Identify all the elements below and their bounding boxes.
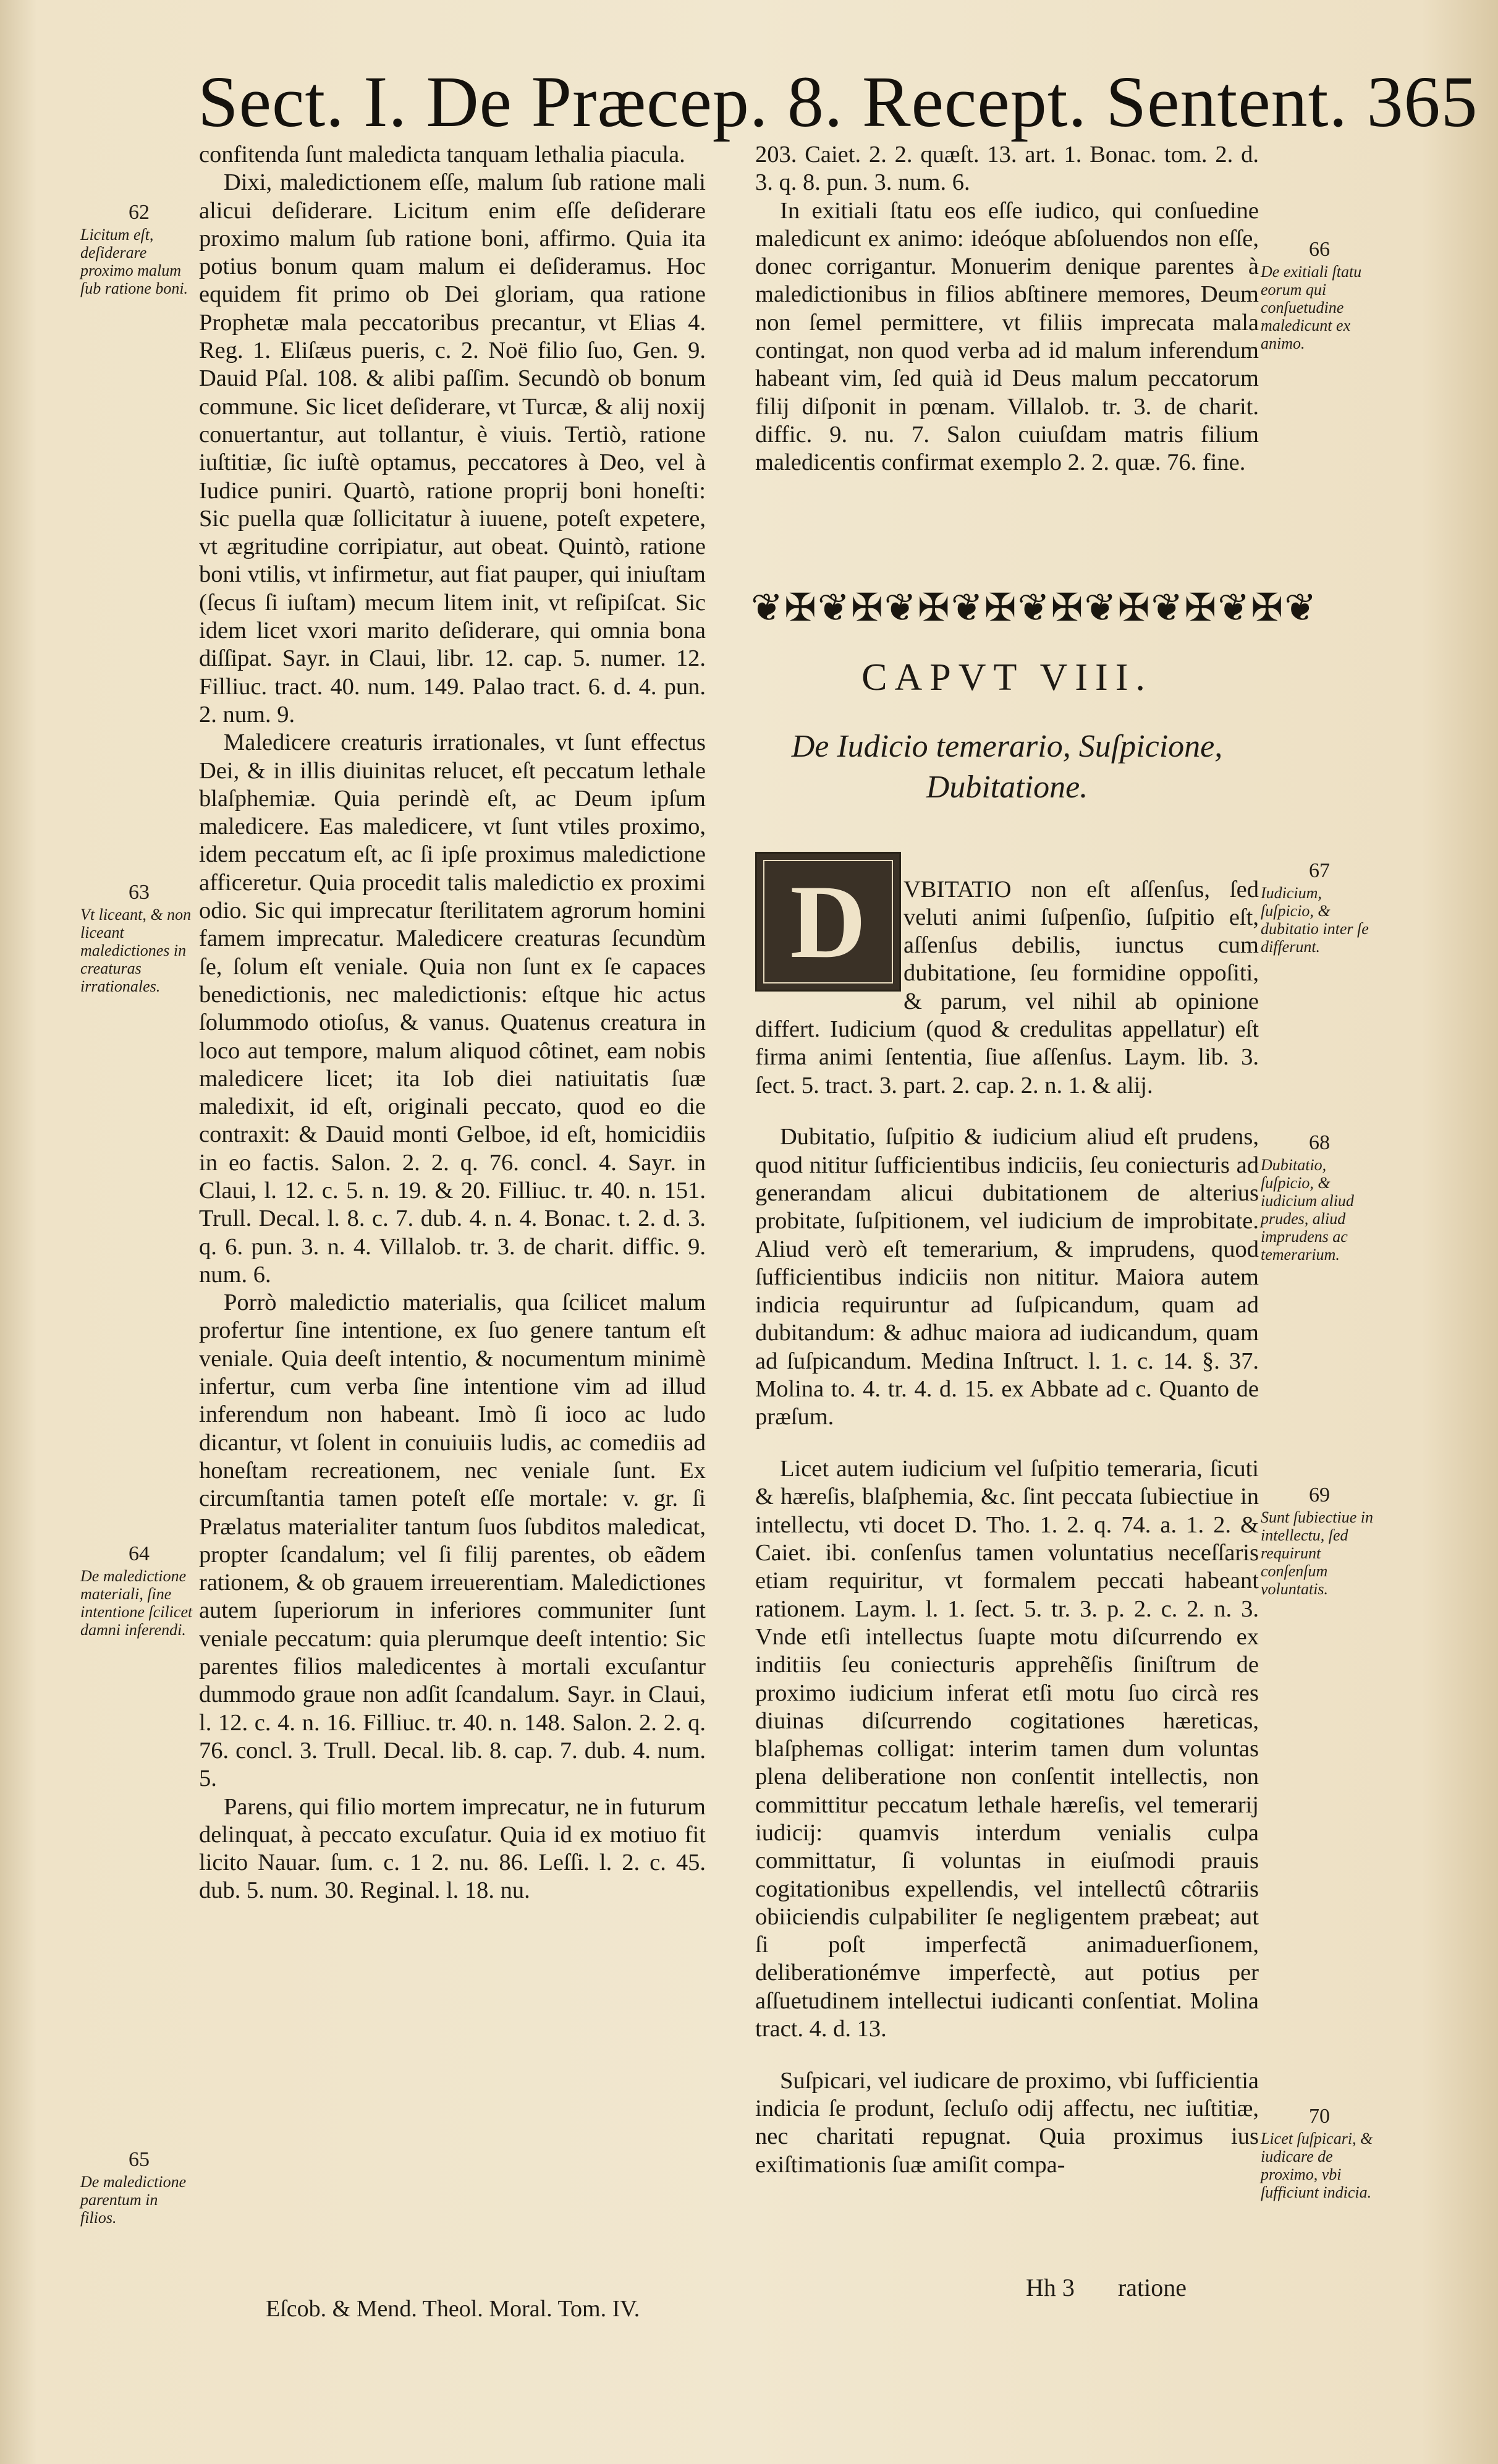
margin-note <box>1261 859 1378 956</box>
margin-note-text: Iudicium, ſuſpicio, & dubitatio inter ſe differunt. <box>1261 884 1369 956</box>
margin-note-number: 64 <box>129 1542 150 1565</box>
paragraph: Parens, qui filio mortem imprecatur, ne in futurum delinquat, à peccato excuſatur. Quia id ex motiuo fit licito Nauar. ſum. c. 1 2. nu. 86. Leſſi. l. 2. c. 45. dub. 5. num. 30. Reginal. l. 18. nu. <box>199 1793 706 1904</box>
signature-mark: Hh 3 <box>1026 2274 1075 2301</box>
margin-note <box>1261 1484 1378 1598</box>
paragraph: Dixi, maledictionem eſſe, malum ſub ratione mali alicui deſiderare. Licitum enim eſſe deſiderare proximo malum ſub ratione boni, affirmo. Quia ita potius bonum quam malum ei deſideramus. Hoc equidem fit primo ob Dei gloriam, qua ratione Prophetæ mala peccatoribus precantur, vt Elias 4. Reg. 1. Eliſæus pueris, c. 2. Noë filio ſuo, Gen. 9. Dauid Pſal. 108. & alibi paſſim. Secundò ob bonum commune. Sic licet deſiderare, vt Turcæ, & alij noxij conuertantur, aut tollantur, è viuis. Tertiò, ratione iuſtitiæ, ſic iuſtè optamus, peccatores à Deo, vel à Iudice puniri. Quartò, ratione proprij boni honeſti: Sic puella quæ ſollicitatur à iuuene, poteſt expetere, vt ægritudine corripiatur, aut obeat. Quintò, ratione boni vtilis, vt infirmetur, aut fiat pauper, qui iniuſtam (ſecus ſi iuſtam) mecum litem init, vt reſipiſcat. Sic idem licet vxori marito deſiderare, qui omnia bona diſſipat. Sayr. in Claui, libr. 12. cap. 5. numer. 12. Filliuc. tract. 40. num. 149. Palao tract. 6. d. 4. pun. 2. num. 9. <box>199 169 706 728</box>
paragraph: confitenda ſunt maledicta tanquam lethalia piacula. <box>199 142 685 168</box>
chapter-text <box>755 852 1259 2203</box>
margin-note <box>1261 238 1378 352</box>
paragraph: 203. Caiet. 2. 2. quæſt. 13. art. 1. Bonac. tom. 2. d. 3. q. 8. pun. 3. num. 6. <box>755 142 1259 196</box>
margin-note-text: De maledictione parentum in filios. <box>80 2173 187 2227</box>
drop-cap <box>755 852 901 992</box>
margin-note <box>1261 2105 1378 2201</box>
right-column-top <box>755 141 1259 477</box>
margin-note-text: De exitiali ſtatu eorum qui conſuetudine maledicunt ex animo. <box>1261 263 1362 352</box>
margin-note-number: 66 <box>1309 238 1330 261</box>
margin-note-text: Licitum eſt, deſiderare proximo malum ſub ratione boni. <box>80 226 188 297</box>
margin-note-number: 70 <box>1309 2105 1330 2128</box>
margin-note <box>80 2148 198 2227</box>
running-head: Sect. I. De Præcep. 8. Recept. Sentent. 365 <box>198 61 1478 142</box>
left-column <box>199 141 706 1905</box>
margin-note <box>1261 1131 1378 1264</box>
margin-note-number: 63 <box>129 881 150 904</box>
margin-note-number: 62 <box>129 201 150 224</box>
paragraph: In exitiali ſtatu eos eſſe iudico, qui conſuedine maledicunt ex animo: ideóque abſoluendos non eſſe, donec corrigantur. Monuerim denique parentes à maledictionibus in filios abſtinere memores, Deum non ſemel permittere, vt filiis imprecata mala contingat, non quod verba ad id malum inferendum habeant vim, ſed quià id Deus malum peccatorum filij diſponit in pœnam. Villalob. tr. 3. de charit. diffic. 9. nu. 7. Salon cuiuſdam matris filium maledicentis confirmat exemplo 2. 2. quæ. 76. fine. <box>755 197 1259 476</box>
paragraph: Maledicere creaturis irrationales, vt ſunt effectus Dei, & in illis diuinitas relucet, eſt peccatum lethale blaſphemiæ. Quia perindè eſt, ac Deum ipſum maledicere. Eas maledicere, vt ſunt vtiles proximo, idem peccatum eſt, ac ſi ipſe proximus maledictione afficeretur. Quia procedit talis maledictio ex proximi odio. Sic qui imprecatur ſterilitatem agrorum homini famem imprecatur. Maledicere creaturas ſecundùm ſe, ſolum eſt veniale. Quia non ſunt ex ſe capaces benedictionis, nec maledictionis: eſtque hic actus ſolummodo otioſus, & vanus. Quatenus creatura in loco aut tempore, malum aliquod côtinet, eam nobis maledicere licet; ita Iob diei natiuitatis ſuæ maledixit, id eſt, originali peccato, quod eo die contraxit: & Dauid monti Gelboe, id eſt, homicidiis in eo factis. Salon. 2. 2. q. 76. concl. 4. Sayr. in Claui, l. 12. c. 5. n. 19. & 20. Filliuc. tr. 40. n. 151. Trull. Decal. l. 8. c. 7. dub. 4. n. 4. Bonac. t. 2. d. 3. q. 6. pun. 3. n. 4. Villalob. tr. 3. de charit. diffic. 9. num. 6. <box>199 729 706 1288</box>
margin-note-number: 67 <box>1309 859 1330 882</box>
footer-book-title: Eſcob. & Mend. Theol. Moral. Tom. IV. <box>266 2296 640 2322</box>
margin-note-text: Sunt ſubiectiue in intellectu, ſed requirunt conſenſum voluntatis. <box>1261 1508 1373 1598</box>
ornament-band: ❦✠❦✠❦✠❦✠❦✠❦✠❦✠❦✠❦ <box>751 585 1318 630</box>
chapter-heading: CAPVT VIII. <box>861 656 1153 699</box>
margin-note <box>80 1542 198 1639</box>
paragraph: Suſpicari, vel iudicare de proximo, vbi ſufficientia indicia ſe produnt, ſecluſo odij affectu, nec iuſtitiæ, nec charitati repugnat. Quia proximus ius exiſtimationis ſuæ amiſit compa- <box>755 2067 1259 2178</box>
paragraph: Dubitatio, ſuſpitio & iudicium aliud eſt prudens, quod nititur ſufficientibus indiciis, ſeu coniecturis ad generandam alicui dubitationem de alterius probitate, ſuſpitionem, vel iudicium de improbitate. Aliud verò eſt temerarium, & imprudens, quod ſufficientibus indiciis non nititur. Maiora autem indicia requiruntur ad ſuſpicandum, quam ad dubitandum: & adhuc maiora ad iudicandum, quam ad ſuſpicandum. Medina Inſtruct. l. 1. c. 14. §. 37. Molina to. 4. tr. 4. d. 15. ex Abbate ad c. Quanto de præſum. <box>755 1124 1259 1430</box>
chapter-title: De Iudicio temerario, Suſpicione, Dubitatione. <box>791 729 1223 805</box>
margin-note <box>80 201 198 297</box>
margin-note-number: 69 <box>1309 1484 1330 1506</box>
paragraph: VBITATIO non eſt aſſenſus, ſed veluti animi ſuſpenſio, ſuſpitio eſt, aſſenſus debilis, iunctus cum dubitatione, ſeu formidine oppoſiti, & parum, vel nihil ab opinione differt. Iudicium (quod & credulitas appellatur) eſt firma animi ſententia, ſiue aſſenſus. Laym. lib. 3. ſect. 5. tract. 3. part. 2. cap. 2. n. 1. & alij. <box>755 876 1259 1098</box>
margin-note-number: 65 <box>129 2148 150 2171</box>
paragraph: Licet autem iudicium vel ſuſpitio temeraria, ſicuti & hæreſis, blaſphemia, &c. ſint peccata ſubiectiue in intellectu, vti docet D. Tho. 1. 2. q. 74. a. 1. 2. & Caiet. ibi. conſenſus tamen voluntatius neceſſaris etiam requiritur, vt formalem peccati habeant rationem. Laym. l. 1. ſect. 5. tr. 3. p. 2. c. 2. n. 3. Vnde etſi intellectus ſuapte motu diſcurrendo ex inditiis ſeu coniecturis apprehẽſis ſiniſtrum de proximo iudicium inferat etſi motu ſuo circà res diuinas diſcurrendo cogitationes hæreticas, blaſphemas colligat: interim tamen dum voluntas plena deliberatione non conſentit intellectis, non committitur peccatum lethale hæreſis, vel temerarij iudicij: quamvis interdum venialis culpa committatur, ſi voluntas in eiuſmodi prauis cogitationibus expellendis, vel intellectû côtrariis obiiciendis culpabiliter ſe negligentem præbeat; aut ſi poſt imperfectã animaduerſionem, deliberationémve imperfectè, aut potius per aſſuetudinem intellectui iudicanti conſentiat. Molina tract. 4. d. 13. <box>755 1456 1259 2042</box>
margin-note-text: De maledictione materiali, ſine intentione ſcilicet damni inferendi. <box>80 1567 193 1639</box>
catchword: ratione <box>1117 2274 1187 2301</box>
drop-cap-letter: D <box>790 864 866 980</box>
footer <box>1026 2274 1273 2301</box>
margin-note <box>80 881 198 995</box>
margin-note-text: Licet ſuſpicari, & iudicare de proximo, vbi ſufficiunt indicia. <box>1261 2130 1373 2201</box>
paragraph: Porrò maledictio materialis, qua ſcilicet malum profertur ſine intentione, ex ſuo genere tantum eſt veniale. Quia deeſt intentio, & nocumentum minimè infertur, cum verba ſine intentione vim ad illud inferendum non habeant. Imò ſi ioco ac ludo dicantur, vt ſolent in conuiuiis ludis, ac comediis ad honeſtam recreationem, nec veniale ſunt. Ex circumſtantia tamen poteſt eſſe mortale: v. gr. ſi Prælatus materialiter tantum ſuos ſubditos maledicat, propter ſcandalum; vel ſi filij parentes, ob eãdem rationem, & ob grauem irreuerentiam. Maledictiones autem ſuperiorum in inferiores communiter ſunt veniale peccatum: quia plerumque deeſt intentio: Sic parentes filios maledicentes à mortali excuſantur dummodo graue non adſit ſcandalum. Sayr. in Claui, l. 12. c. 4. n. 16. Filliuc. tr. 40. n. 148. Salon. 2. 2. q. 76. concl. 3. Trull. Decal. lib. 8. cap. 7. dub. 4. num. 5. <box>199 1289 706 1792</box>
margin-note-text: Vt liceant, & non liceant maledictiones in creaturas irrationales. <box>80 906 192 995</box>
margin-note-text: Dubitatio, ſuſpicio, & iudicium aliud prudes, aliud imprudens ac temerarium. <box>1261 1156 1354 1264</box>
margin-note-number: 68 <box>1309 1131 1330 1154</box>
